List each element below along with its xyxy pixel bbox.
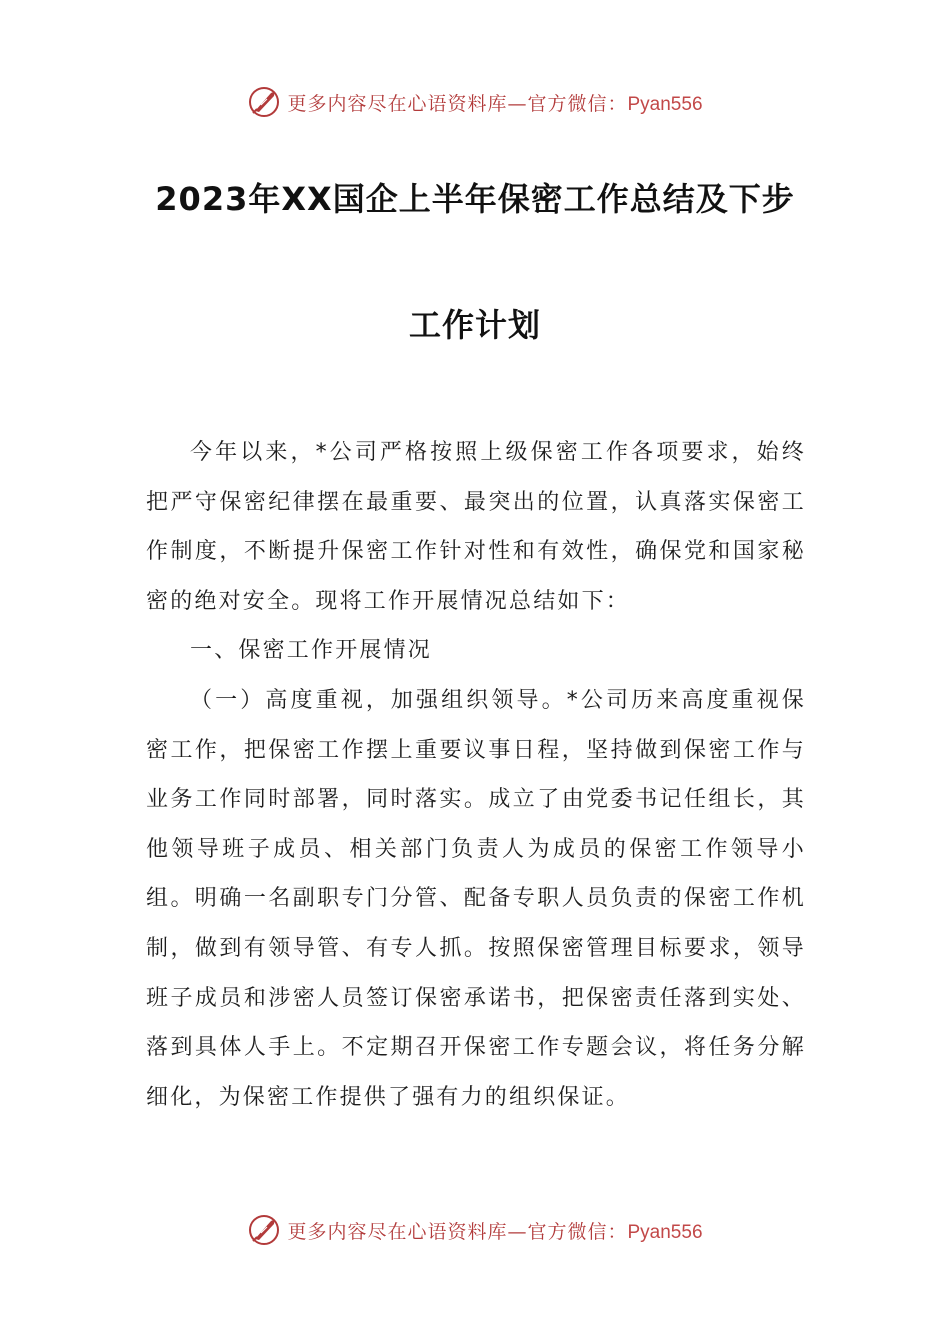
banner-dash: — — [507, 1220, 528, 1243]
document-title-line2: 工作计划 — [408, 306, 541, 344]
document-body — [146, 428, 806, 1122]
intro-paragraph: 今年以来，*公司严格按照上级保密工作各项要求，始终把严守保密纪律摆在最重要、最突出的位置，认真落实保密工作制度，不断提升保密工作针对性和有效性，确保党和国家秘密的绝对安全。现将工作开展情况总结如下： — [146, 440, 806, 614]
section-item-paragraph: （一）高度重视，加强组织领导。*公司历来高度重视保密工作，把保密工作摆上重要议事日程，坚持做到保密工作与业务工作同时部署，同时落实。成立了由党委书记任组长，其他领导班子成员、相关部门负责人为成员的保密工作领导小组。明确一名副职专门分管、配备专职人员负责的保密工作机制，做到有领导管、有专人抓。按照保密管理目标要求，领导班子成员和涉密人员签订保密承诺书，把保密责任落到实处、落到具体人手上。不定期召开保密工作专题会议，将任务分解细化，为保密工作提供了强有力的组织保证。 — [146, 687, 806, 1110]
section-heading: 一、保密工作开展情况 — [190, 638, 433, 664]
quill-pen-icon — [247, 1213, 281, 1247]
banner-wechat-label: 官方微信： — [527, 1220, 628, 1243]
document-title-line1: 2023年XX国企上半年保密工作总结及下步 — [155, 180, 795, 218]
banner-wechat-id: Pyan556 — [627, 93, 703, 115]
banner-site-name: 更多内容尽在心语资料库 — [287, 1220, 508, 1243]
banner-site-name: 更多内容尽在心语资料库 — [287, 92, 508, 115]
banner-wechat-id: Pyan556 — [627, 1221, 703, 1243]
banner-text — [287, 89, 702, 116]
header-banner — [0, 82, 950, 122]
banner-dash: — — [507, 92, 528, 115]
quill-pen-icon — [247, 85, 281, 119]
banner-wechat-label: 官方微信： — [527, 92, 628, 115]
footer-banner — [0, 1210, 950, 1250]
banner-text — [287, 1217, 702, 1244]
